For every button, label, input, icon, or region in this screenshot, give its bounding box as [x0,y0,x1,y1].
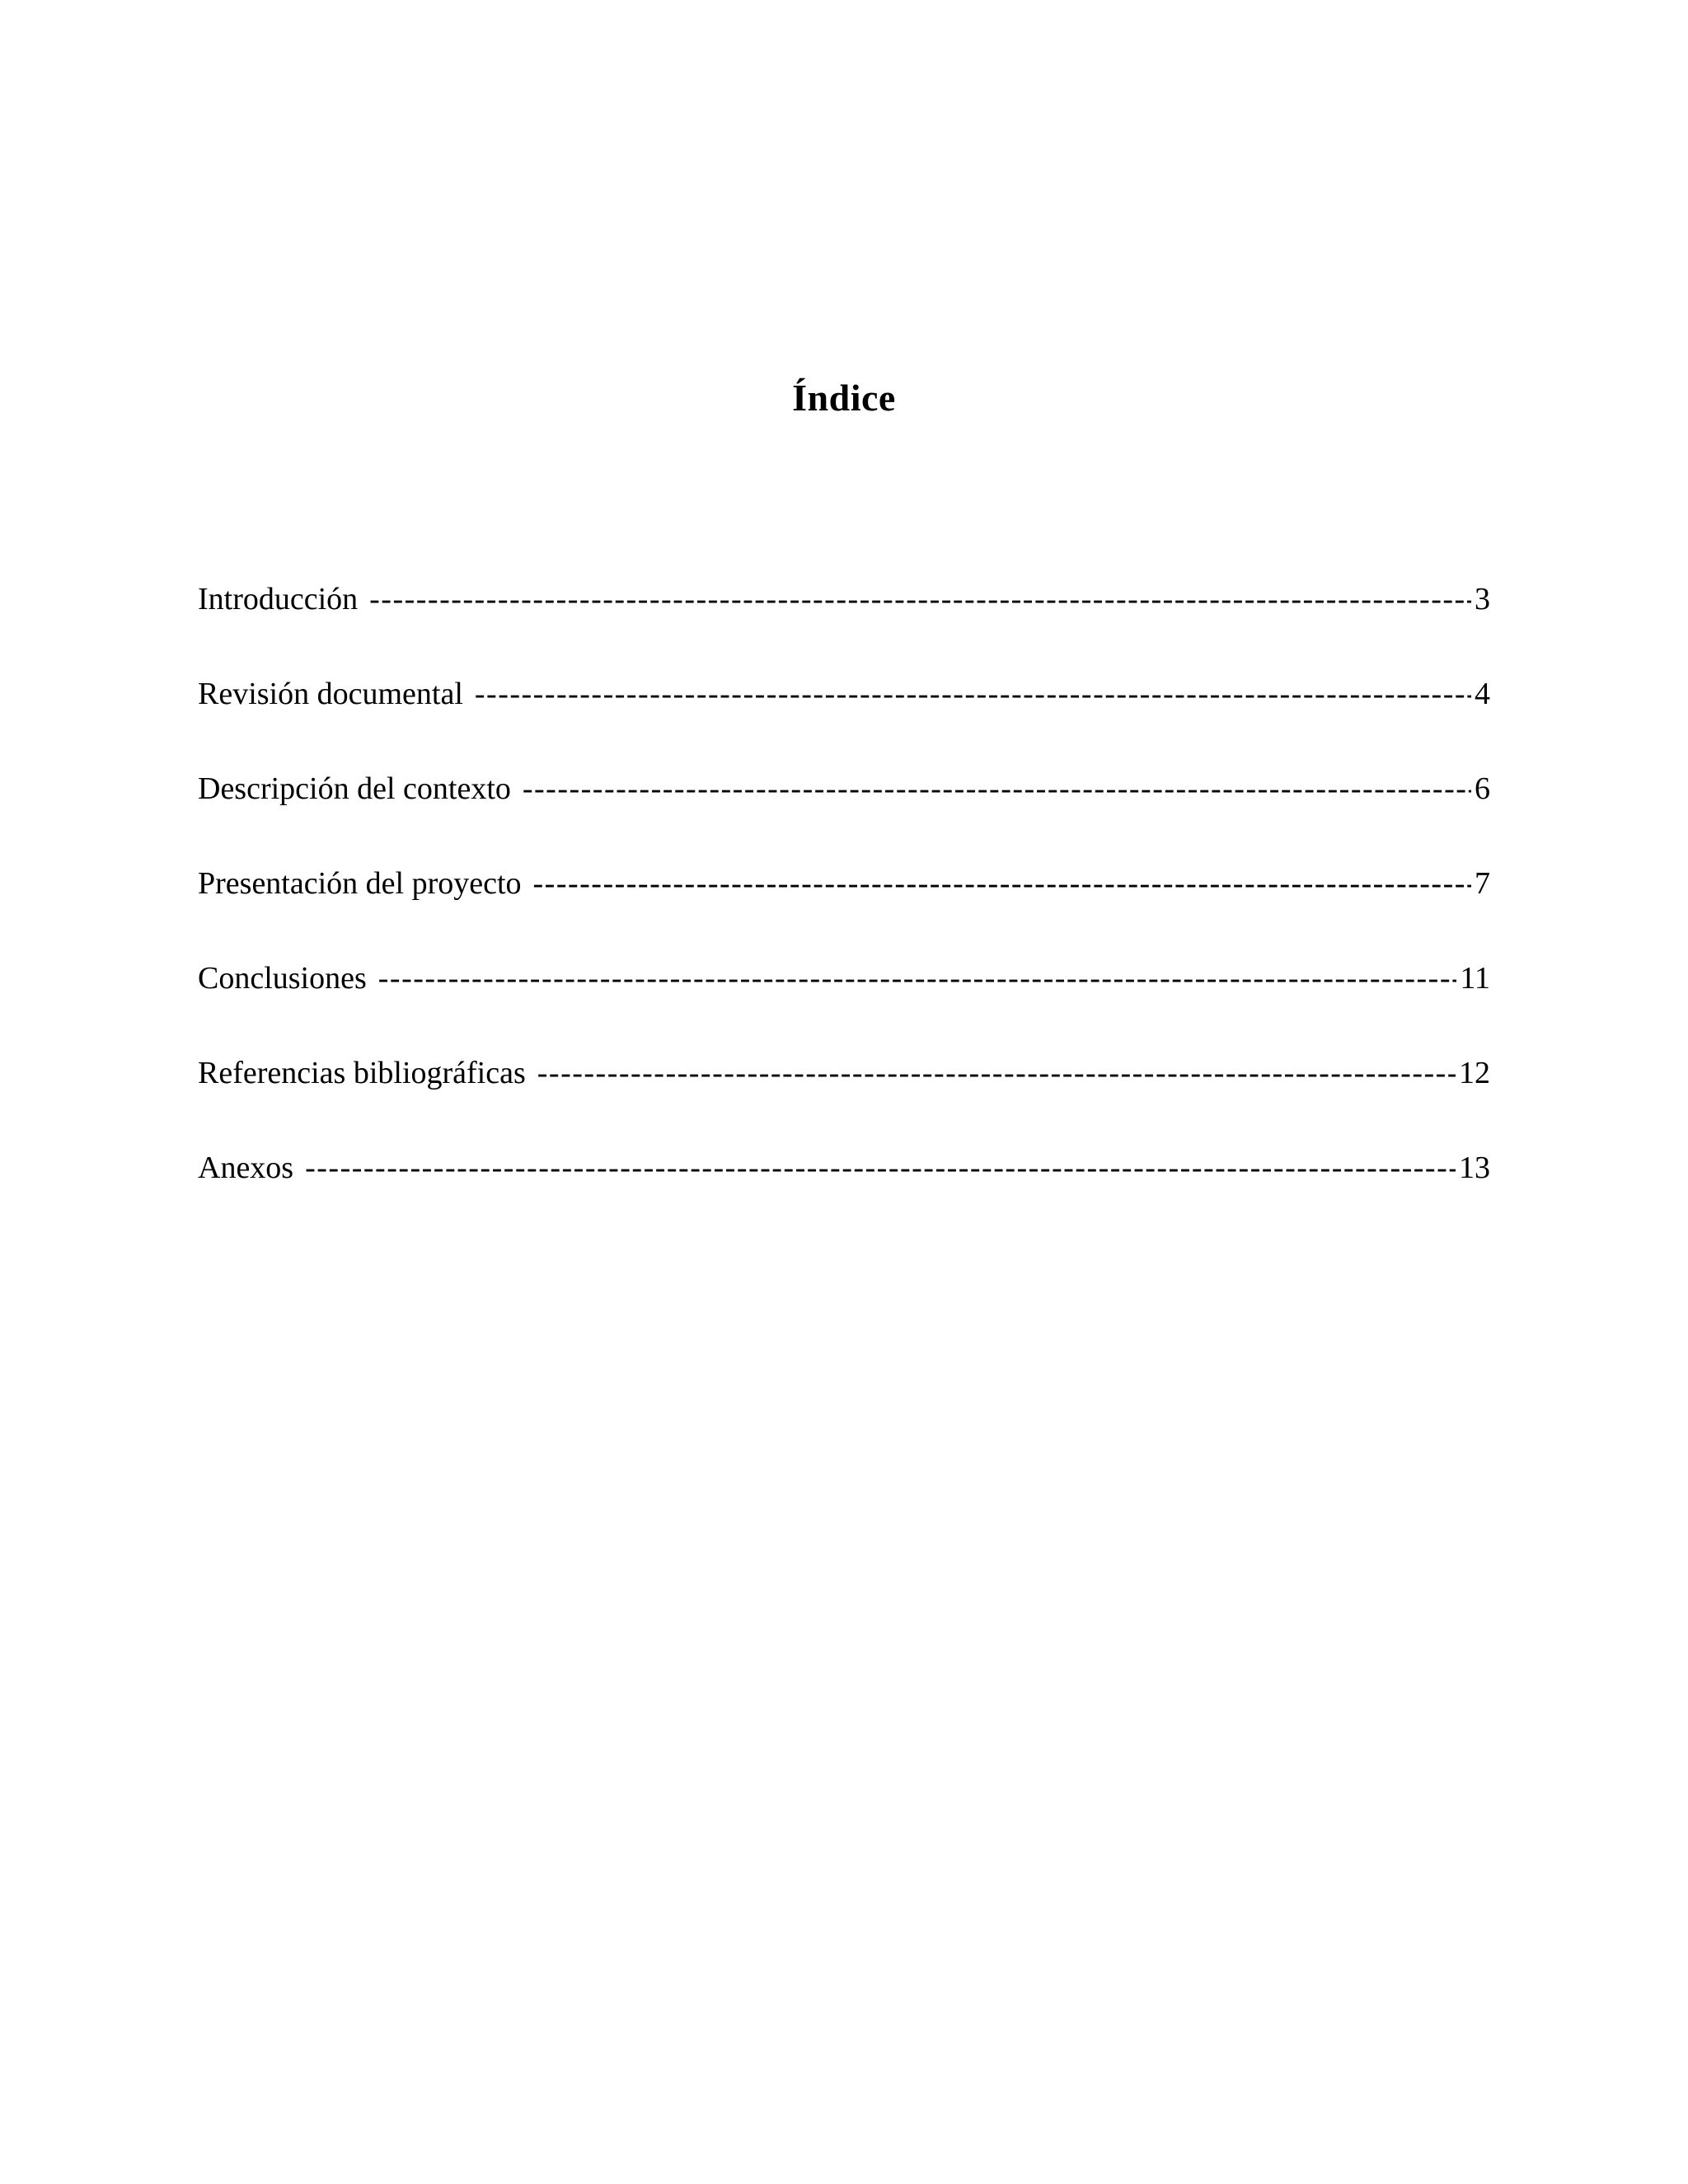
toc-entry-descripcion-contexto[interactable] [198,768,1490,863]
toc-dot-leader [369,579,1471,620]
toc-page-number: 6 [1475,771,1490,806]
toc-page-number: 7 [1475,866,1490,901]
toc-page-number: 11 [1460,961,1490,996]
toc-entry-anexos[interactable] [198,1147,1490,1242]
toc-entry-referencias[interactable] [198,1052,1490,1147]
toc-entry-conclusiones[interactable] [198,958,1490,1052]
toc-entry-label: Descripción del contexto [198,771,511,806]
toc-entry-label: Anexos [198,1151,294,1185]
toc-entry-introduccion[interactable] [198,579,1490,673]
toc-page-number: 13 [1459,1151,1490,1185]
toc-dot-leader [378,958,1457,999]
toc-entry-revision-documental[interactable] [198,673,1490,768]
toc-page-number: 3 [1475,582,1490,616]
toc-dot-leader [475,673,1471,715]
toc-entry-label: Introducción [198,582,359,616]
table-of-contents [198,579,1490,1242]
toc-entry-label: Revisión documental [198,677,463,711]
toc-entry-label: Conclusiones [198,961,367,996]
toc-dot-leader [537,1052,1456,1094]
toc-dot-leader [305,1147,1456,1188]
toc-page-number: 12 [1459,1056,1490,1090]
toc-page-number: 4 [1475,677,1490,711]
toc-entry-label: Presentación del proyecto [198,866,522,901]
page-title: Índice [792,377,896,419]
toc-entry-presentacion-proyecto[interactable] [198,863,1490,958]
toc-entry-label: Referencias bibliográficas [198,1056,526,1090]
toc-dot-leader [533,863,1471,904]
toc-dot-leader [523,768,1471,809]
